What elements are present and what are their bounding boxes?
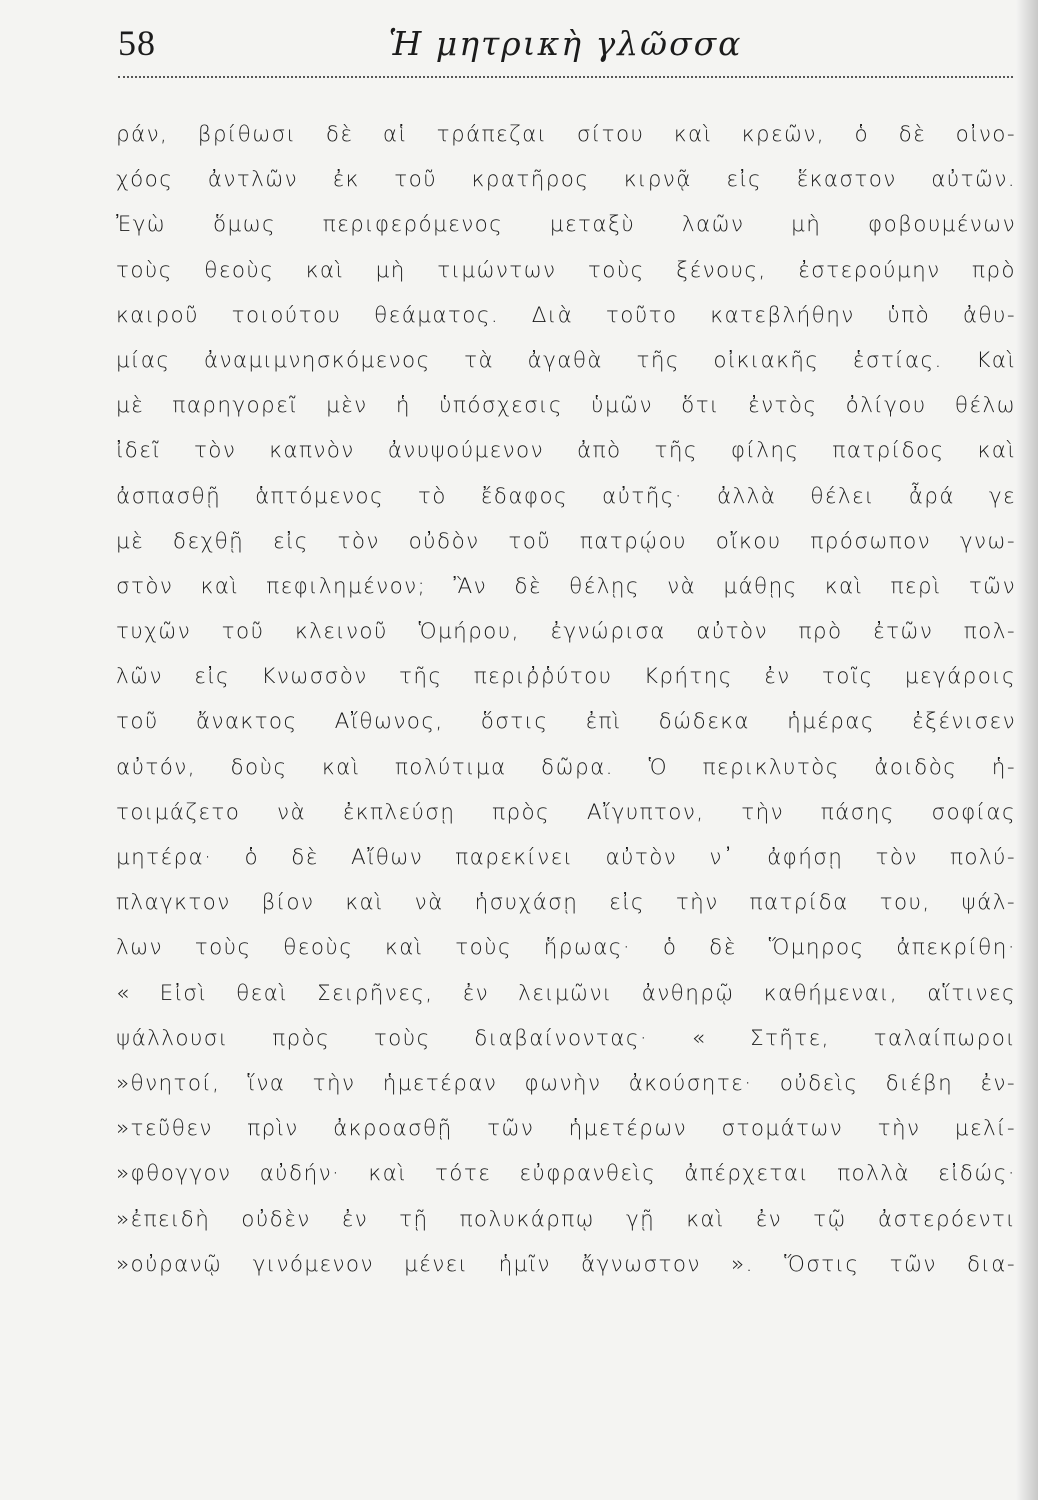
text-line: ἀσπασθῇ ἁπτόμενος τὸ ἔδαφος αὐτῆς· ἀλλὰ θέλει ἆρά γε [116,483,1016,509]
text-line: μητέρα· ὁ δὲ Αἴθων παρεκίνει αὐτὸν ν᾽ ἀφήσῃ τὸν πολύ- [116,845,1016,870]
text-line: τοιμάζετο νὰ ἐκπλεύσῃ πρὸς Αἴγυπτον, τὴν πάσης σοφίας [116,799,1016,825]
text-line: « Εἰσὶ θεαὶ Σειρῆνες, ἐν λειμῶνι ἀνθηρῷ καθήμεναι, αἵτινες [116,980,1016,1006]
text-line: ψάλλουσι πρὸς τοὺς διαβαίνοντας· « Στῆτε, ταλαίπωροι [116,1025,1016,1051]
text-line: χόος ἀντλῶν ἐκ τοῦ κρατῆρος κιρνᾷ εἰς ἕκαστον αὐτῶν. [116,167,1016,193]
page-edge-shadow [1016,0,1038,1500]
text-line: ράν, βρίθωσι δὲ αἱ τράπεζαι σίτου καὶ κρεῶν, ὁ δὲ οἰνο- [116,122,1016,147]
text-line: »θνητοί, ἵνα τὴν ἡμετέραν φωνὴν ἀκούσητε· οὐδεὶς διέβη ἐν- [116,1070,1016,1096]
text-line: τυχῶν τοῦ κλεινοῦ Ὁμήρου, ἐγνώρισα αὐτὸν πρὸ ἐτῶν πολ- [116,619,1016,645]
text-line: στὸν καὶ πεφιλημένον; Ἂν δὲ θέλῃς νὰ μάθῃς καὶ περὶ τῶν [116,573,1016,599]
text-line: »φθογγον αὐδήν· καὶ τότε εὐφρανθεὶς ἀπέρχεται πολλὰ εἰδώς· [116,1161,1016,1187]
text-line: μὲ παρηγορεῖ μὲν ἡ ὑπόσχεσις ὑμῶν ὅτι ἐντὸς ὀλίγου θέλω [116,393,1016,419]
body-text [116,112,1016,1287]
text-line: λων τοὺς θεοὺς καὶ τοὺς ἥρωας· ὁ δὲ Ὅμηρος ἀπεκρίθη· [116,935,1016,961]
text-line: αὐτόν, δοὺς καὶ πολύτιμα δῶρα. Ὁ περικλυτὸς ἀοιδὸς ἡ- [116,754,1016,780]
text-line: καιροῦ τοιούτου θεάματος. Διὰ τοῦτο κατεβλήθην ὑπὸ ἀθυ- [116,302,1016,328]
header-rule [118,76,1013,78]
page-number: 58 [118,23,156,63]
page-header [118,18,1013,74]
text-line: »τεῦθεν πρὶν ἀκροασθῇ τῶν ἡμετέρων στομάτων τὴν μελί- [116,1116,1016,1142]
text-line: Ἐγὼ ὅμως περιφερόμενος μεταξὺ λαῶν μὴ φοβουμένων [116,212,1016,238]
text-line: μὲ δεχθῇ εἰς τὸν οὐδὸν τοῦ πατρῴου οἴκου πρόσωπον γνω- [116,528,1016,554]
text-line: λῶν εἰς Κνωσσὸν τῆς περιῤῥύτου Κρήτης ἐν τοῖς μεγάροις [116,664,1016,690]
text-line: μίας ἀναμιμνησκόμενος τὰ ἀγαθὰ τῆς οἰκιακῆς ἑστίας. Καὶ [116,347,1016,373]
running-title: Ἡ μητρικὴ γλῶσσα [388,24,743,63]
text-line: πλαγκτον βίον καὶ νὰ ἡσυχάσῃ εἰς τὴν πατρίδα του, ψάλ- [116,890,1016,916]
text-line: τοῦ ἄνακτος Αἴθωνος, ὅστις ἐπὶ δώδεκα ἡμέρας ἐξένισεν [116,709,1016,735]
text-line: τοὺς θεοὺς καὶ μὴ τιμώντων τοὺς ξένους, ἐστερούμην πρὸ [116,257,1016,283]
text-line: ἰδεῖ τὸν καπνὸν ἀνυψούμενον ἀπὸ τῆς φίλης πατρίδος καὶ [116,438,1016,464]
text-line: »ἐπειδὴ οὐδὲν ἐν τῇ πολυκάρπῳ γῇ καὶ ἐν τῷ ἀστερόεντι [116,1206,1016,1232]
text-line: »οὐρανῷ γινόμενον μένει ἡμῖν ἄγνωστον ». Ὅστις τῶν δια- [116,1251,1016,1277]
